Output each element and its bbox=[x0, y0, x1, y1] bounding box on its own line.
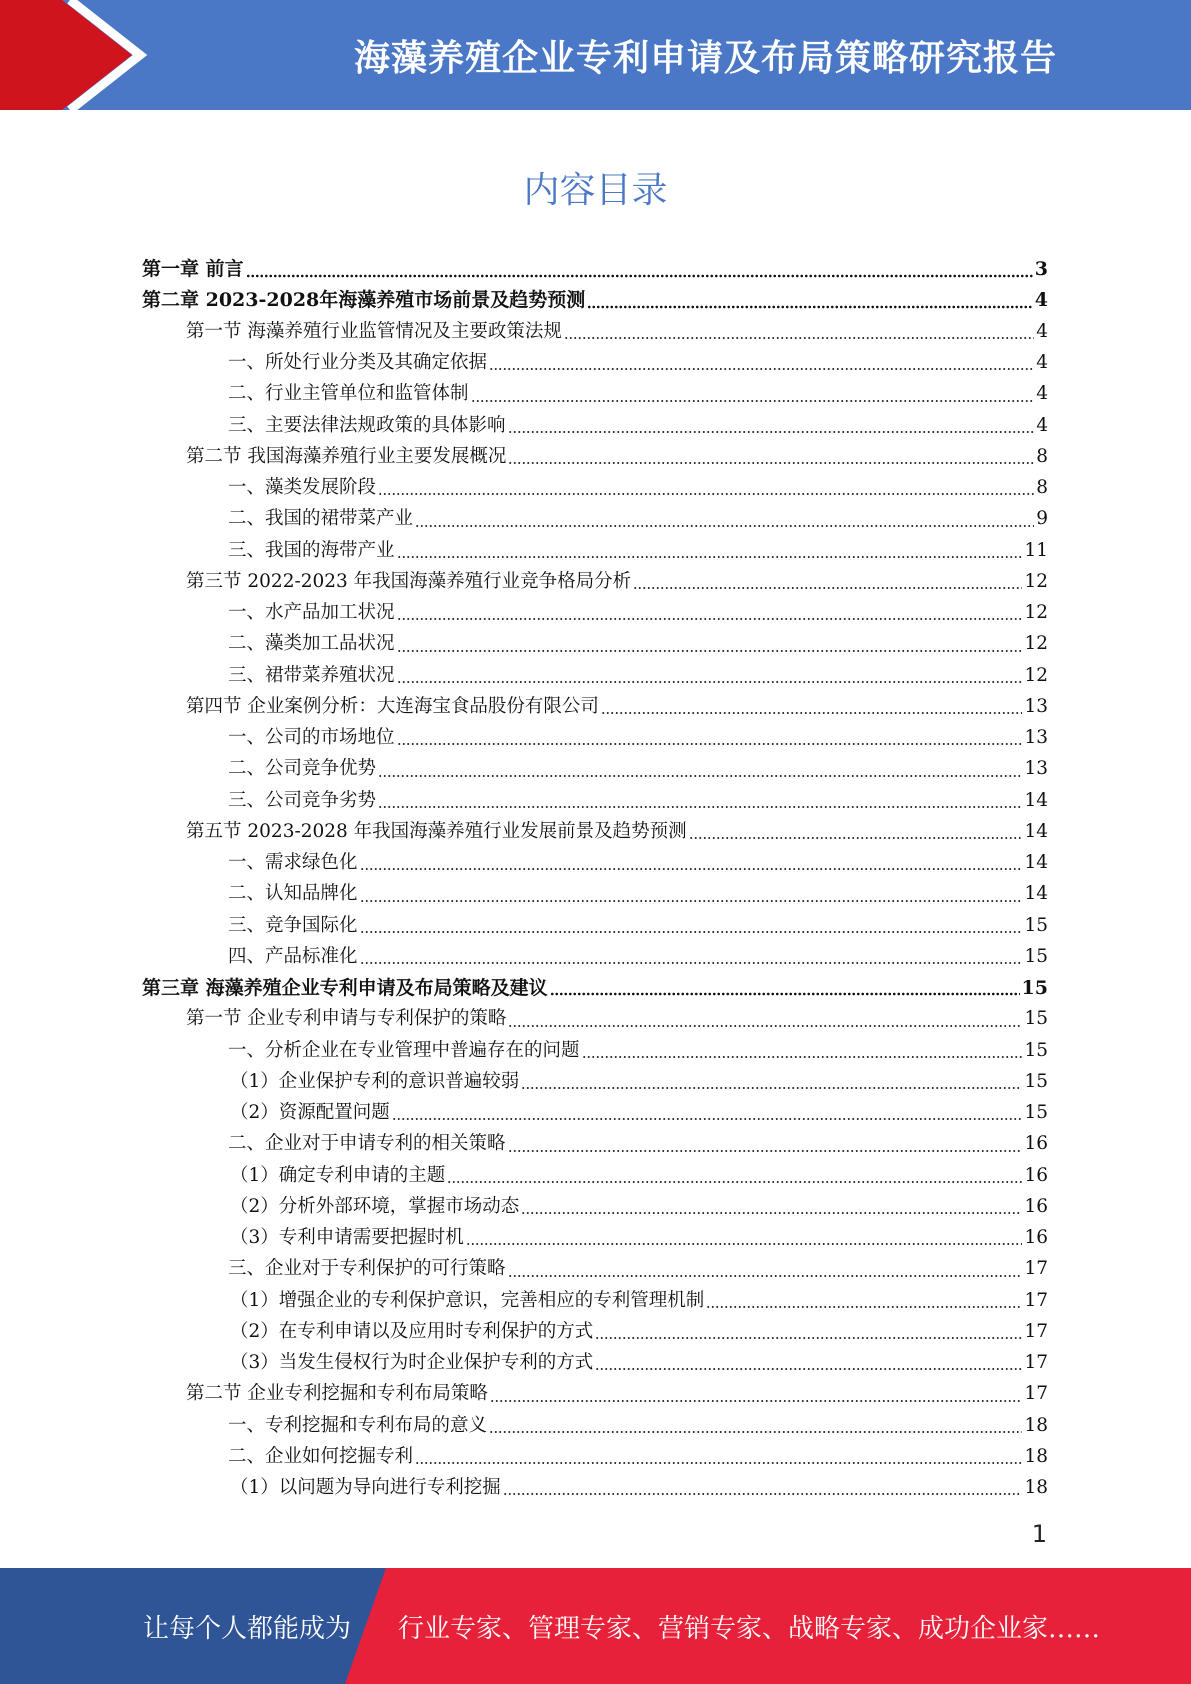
toc-leader-dots bbox=[521, 1211, 1022, 1215]
toc-entry-title: （3）当发生侵权行为时企业保护专利的方式 bbox=[230, 1352, 594, 1374]
toc-entry-title: 二、认知品牌化 bbox=[228, 883, 358, 905]
toc-entry-page: 17 bbox=[1024, 1320, 1048, 1342]
toc-entry-page: 16 bbox=[1024, 1227, 1048, 1249]
toc-leader-dots bbox=[397, 555, 1023, 559]
toc-entry[interactable] bbox=[142, 442, 1048, 473]
report-title: 海藻养殖企业专利申请及布局策略研究报告 bbox=[353, 37, 1057, 79]
toc-entry-page: 4 bbox=[1036, 414, 1048, 436]
toc-entry-title: 一、水产品加工状况 bbox=[228, 602, 395, 624]
toc-entry[interactable] bbox=[142, 1348, 1048, 1379]
toc-entry-page: 15 bbox=[1024, 1039, 1048, 1061]
toc-entry-page: 13 bbox=[1024, 727, 1048, 749]
toc-entry[interactable] bbox=[142, 504, 1048, 535]
toc-entry-title: （1）增强企业的专利保护意识，完善相应的专利管理机制 bbox=[230, 1289, 705, 1311]
toc-leader-dots bbox=[360, 899, 1023, 903]
toc-entry[interactable] bbox=[142, 1317, 1048, 1348]
toc-leader-dots bbox=[360, 930, 1023, 934]
toc-entry-title: 一、分析企业在专业管理中普遍存在的问题 bbox=[228, 1039, 580, 1061]
toc-leader-dots bbox=[466, 1242, 1023, 1246]
toc-leader-dots bbox=[378, 774, 1022, 778]
toc-leader-dots bbox=[587, 305, 1033, 309]
toc-leader-dots bbox=[564, 336, 1034, 340]
toc-entry[interactable] bbox=[142, 1098, 1048, 1129]
toc-entry-page: 12 bbox=[1024, 633, 1048, 655]
toc-entry-page: 4 bbox=[1036, 320, 1048, 342]
toc-entry[interactable] bbox=[142, 723, 1048, 754]
toc-leader-dots bbox=[595, 1367, 1022, 1371]
toc-entry-page: 14 bbox=[1024, 820, 1048, 842]
toc-entry-page: 13 bbox=[1024, 695, 1048, 717]
toc-leader-dots bbox=[595, 1336, 1022, 1340]
toc-entry-title: 一、藻类发展阶段 bbox=[228, 477, 377, 499]
toc-entry-title: 一、专利挖掘和专利布局的意义 bbox=[228, 1414, 488, 1436]
toc-leader-dots bbox=[490, 1399, 1023, 1403]
toc-leader-dots bbox=[397, 649, 1023, 653]
toc-leader-dots bbox=[508, 1274, 1023, 1278]
toc-entry[interactable] bbox=[142, 1035, 1048, 1066]
toc-entry-title: 第一节 海藻养殖行业监管情况及主要政策法规 bbox=[186, 320, 562, 342]
toc-entry-page: 3 bbox=[1034, 258, 1048, 281]
toc-leader-dots bbox=[392, 1117, 1023, 1121]
toc-entry-title: 第二章 2023-2028年海藻养殖市场前景及趋势预测 bbox=[142, 289, 586, 312]
toc-leader-dots bbox=[550, 992, 1020, 996]
toc-entry-title: 二、藻类加工品状况 bbox=[228, 633, 395, 655]
toc-entry[interactable] bbox=[142, 817, 1048, 848]
toc-entry[interactable] bbox=[142, 629, 1048, 660]
toc-leader-dots bbox=[633, 586, 1022, 590]
toc-entry-page: 18 bbox=[1024, 1477, 1048, 1499]
toc-entry[interactable] bbox=[142, 1223, 1048, 1254]
toc-entry-title: 一、公司的市场地位 bbox=[228, 727, 395, 749]
toc-entry[interactable] bbox=[142, 1379, 1048, 1410]
toc-leader-dots bbox=[397, 742, 1023, 746]
toc-entry[interactable] bbox=[142, 973, 1048, 1004]
toc-leader-dots bbox=[508, 430, 1035, 434]
toc-entry[interactable] bbox=[142, 910, 1048, 941]
toc-entry-page: 12 bbox=[1024, 664, 1048, 686]
toc-entry[interactable] bbox=[142, 1067, 1048, 1098]
toc-entry-title: （2）在专利申请以及应用时专利保护的方式 bbox=[230, 1320, 594, 1342]
page-header bbox=[0, 0, 1191, 110]
toc-entry-page: 15 bbox=[1024, 1102, 1048, 1124]
toc-entry-title: 三、竞争国际化 bbox=[228, 914, 358, 936]
toc-entry-title: 二、企业如何挖掘专利 bbox=[228, 1445, 414, 1467]
toc-leader-dots bbox=[689, 836, 1023, 840]
toc-entry-page: 14 bbox=[1024, 883, 1048, 905]
toc-entry-title: 三、裙带菜养殖状况 bbox=[228, 664, 395, 686]
toc-entry[interactable] bbox=[142, 942, 1048, 973]
toc-entry[interactable] bbox=[142, 1254, 1048, 1285]
toc-entry-title: （3）专利申请需要把握时机 bbox=[230, 1227, 464, 1249]
toc-entry[interactable] bbox=[142, 1192, 1048, 1223]
toc-leader-dots bbox=[447, 1180, 1022, 1184]
toc-entry-title: 二、行业主管单位和监管体制 bbox=[228, 383, 469, 405]
footer-slogan-left: 让每个人都能成为 bbox=[143, 1613, 352, 1644]
toc-entry[interactable] bbox=[142, 660, 1048, 691]
toc-entry-page: 11 bbox=[1024, 539, 1048, 561]
toc-entry-page: 8 bbox=[1036, 477, 1048, 499]
toc-leader-dots bbox=[397, 617, 1023, 621]
table-of-contents bbox=[142, 254, 1048, 1504]
toc-entry[interactable] bbox=[142, 1129, 1048, 1160]
toc-entry-title: 三、主要法律法规政策的具体影响 bbox=[228, 414, 506, 436]
toc-entry-page: 15 bbox=[1024, 1008, 1048, 1030]
toc-entry-title: （2）资源配置问题 bbox=[230, 1102, 390, 1124]
toc-entry[interactable] bbox=[142, 1473, 1048, 1504]
toc-entry-page: 16 bbox=[1024, 1133, 1048, 1155]
toc-entry-page: 15 bbox=[1024, 945, 1048, 967]
toc-entry-title: 第五节 2023-2028 年我国海藻养殖行业发展前景及趋势预测 bbox=[186, 820, 687, 842]
toc-entry-title: 一、所处行业分类及其确定依据 bbox=[228, 352, 488, 374]
toc-entry-page: 17 bbox=[1024, 1258, 1048, 1280]
toc-entry-title: （1）确定专利申请的主题 bbox=[230, 1164, 446, 1186]
toc-entry-title: 二、我国的裙带菜产业 bbox=[228, 508, 414, 530]
toc-leader-dots bbox=[397, 680, 1023, 684]
toc-leader-dots bbox=[503, 1492, 1023, 1496]
toc-leader-dots bbox=[508, 461, 1034, 465]
toc-entry-page: 17 bbox=[1024, 1352, 1048, 1374]
toc-entry-title: 第三章 海藻养殖企业专利申请及布局策略及建议 bbox=[142, 976, 548, 999]
toc-entry[interactable] bbox=[142, 598, 1048, 629]
toc-entry-title: （1）以问题为导向进行专利挖掘 bbox=[230, 1477, 501, 1499]
toc-entry-page: 4 bbox=[1036, 352, 1048, 374]
toc-entry[interactable] bbox=[142, 567, 1048, 598]
toc-entry-title: 第一章 前言 bbox=[142, 258, 244, 281]
toc-leader-dots bbox=[471, 399, 1035, 403]
header-arrow-decoration bbox=[0, 0, 160, 110]
toc-entry-title: 一、需求绿色化 bbox=[228, 852, 358, 874]
toc-entry-page: 12 bbox=[1024, 602, 1048, 624]
toc-entry-page: 13 bbox=[1024, 758, 1048, 780]
toc-entry[interactable] bbox=[142, 285, 1048, 316]
toc-entry-title: 三、企业对于专利保护的可行策略 bbox=[228, 1258, 506, 1280]
footer-slogan-right: 行业专家、管理专家、营销专家、战略专家、成功企业家…… bbox=[398, 1613, 1101, 1644]
toc-leader-dots bbox=[415, 524, 1034, 528]
toc-entry-title: （2）分析外部环境，掌握市场动态 bbox=[230, 1195, 520, 1217]
toc-entry-page: 17 bbox=[1024, 1289, 1048, 1311]
toc-entry[interactable] bbox=[142, 1410, 1048, 1441]
toc-entry[interactable] bbox=[142, 317, 1048, 348]
toc-entry[interactable] bbox=[142, 879, 1048, 910]
toc-leader-dots bbox=[360, 867, 1023, 871]
toc-entry[interactable] bbox=[142, 1285, 1048, 1316]
toc-entry-page: 15 bbox=[1024, 914, 1048, 936]
toc-leader-dots bbox=[582, 1055, 1023, 1059]
toc-entry-title: 四、产品标准化 bbox=[228, 945, 358, 967]
toc-entry[interactable] bbox=[142, 848, 1048, 879]
page-number: 1 bbox=[1031, 1520, 1047, 1548]
toc-entry[interactable] bbox=[142, 473, 1048, 504]
toc-entry[interactable] bbox=[142, 785, 1048, 816]
toc-leader-dots bbox=[378, 492, 1034, 496]
toc-entry-title: 二、公司竞争优势 bbox=[228, 758, 377, 780]
toc-entry[interactable] bbox=[142, 754, 1048, 785]
toc-entry[interactable] bbox=[142, 535, 1048, 566]
toc-entry[interactable] bbox=[142, 1442, 1048, 1473]
toc-leader-dots bbox=[489, 1430, 1022, 1434]
toc-leader-dots bbox=[601, 711, 1023, 715]
toc-leader-dots bbox=[378, 805, 1022, 809]
toc-entry-title: 第二节 我国海藻养殖行业主要发展概况 bbox=[186, 445, 507, 467]
toc-entry-page: 9 bbox=[1036, 508, 1048, 530]
toc-leader-dots bbox=[521, 1086, 1022, 1090]
toc-entry-page: 4 bbox=[1034, 289, 1048, 312]
toc-entry-title: 三、公司竞争劣势 bbox=[228, 789, 377, 811]
toc-entry-page: 8 bbox=[1036, 445, 1048, 467]
toc-entry-page: 16 bbox=[1024, 1195, 1048, 1217]
toc-leader-dots bbox=[508, 1024, 1022, 1028]
toc-entry-page: 18 bbox=[1024, 1414, 1048, 1436]
toc-leader-dots bbox=[508, 1149, 1023, 1153]
toc-entry-page: 4 bbox=[1036, 383, 1048, 405]
toc-entry[interactable] bbox=[142, 254, 1048, 285]
toc-entry-title: 第四节 企业案例分析：大连海宝食品股份有限公司 bbox=[186, 695, 599, 717]
toc-entry[interactable] bbox=[142, 1004, 1048, 1035]
toc-entry[interactable] bbox=[142, 348, 1048, 379]
toc-entry-title: 二、企业对于申请专利的相关策略 bbox=[228, 1133, 506, 1155]
toc-entry[interactable] bbox=[142, 692, 1048, 723]
toc-heading: 内容目录 bbox=[523, 170, 668, 211]
toc-entry-page: 16 bbox=[1024, 1164, 1048, 1186]
toc-entry[interactable] bbox=[142, 410, 1048, 441]
toc-entry-page: 14 bbox=[1024, 789, 1048, 811]
toc-entry-page: 17 bbox=[1024, 1383, 1048, 1405]
toc-entry-title: 第二节 企业专利挖掘和专利布局策略 bbox=[186, 1383, 488, 1405]
toc-entry-title: （1）企业保护专利的意识普遍较弱 bbox=[230, 1070, 520, 1092]
toc-entry-title: 第一节 企业专利申请与专利保护的策略 bbox=[186, 1008, 507, 1030]
toc-leader-dots bbox=[706, 1305, 1022, 1309]
toc-entry-page: 14 bbox=[1024, 852, 1048, 874]
toc-entry-page: 15 bbox=[1021, 976, 1048, 999]
toc-entry[interactable] bbox=[142, 1160, 1048, 1191]
toc-entry[interactable] bbox=[142, 379, 1048, 410]
toc-entry-title: 第三节 2022-2023 年我国海藻养殖行业竞争格局分析 bbox=[186, 570, 632, 592]
toc-leader-dots bbox=[415, 1461, 1022, 1465]
toc-entry-page: 12 bbox=[1024, 570, 1048, 592]
toc-leader-dots bbox=[246, 274, 1033, 278]
page-footer bbox=[0, 1568, 1191, 1684]
toc-leader-dots bbox=[489, 367, 1034, 371]
toc-entry-page: 18 bbox=[1024, 1445, 1048, 1467]
toc-entry-page: 15 bbox=[1024, 1070, 1048, 1092]
toc-leader-dots bbox=[360, 961, 1023, 965]
toc-entry-title: 三、我国的海带产业 bbox=[228, 539, 395, 561]
